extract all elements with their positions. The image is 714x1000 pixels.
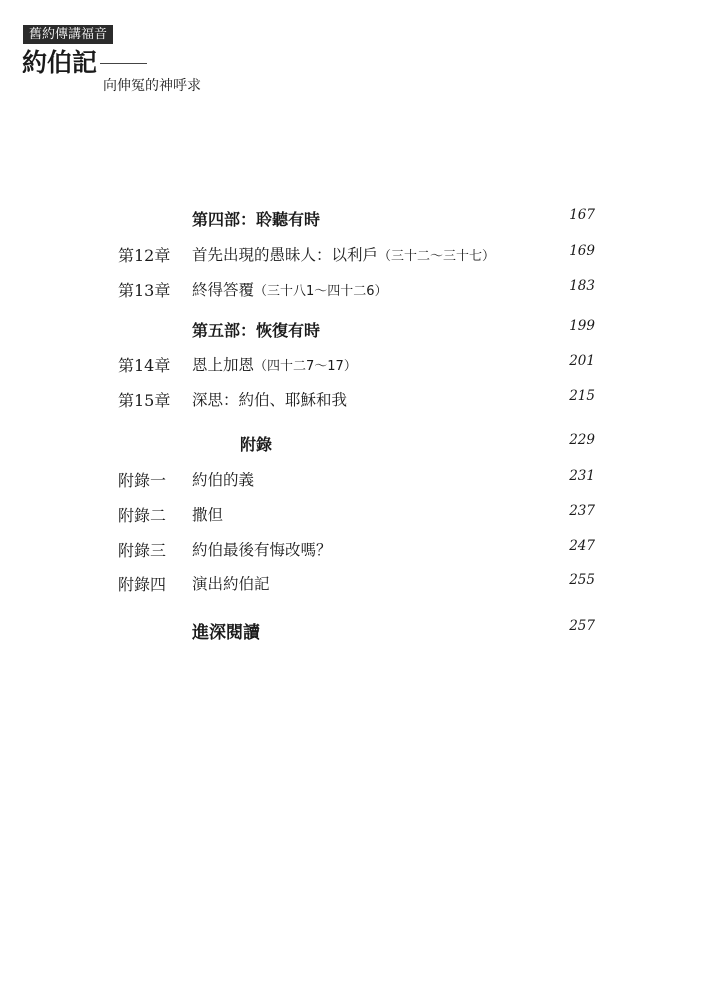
toc-appendix-label: 附錄四 bbox=[118, 575, 167, 594]
toc-appendix-title: 附錄 bbox=[240, 435, 273, 454]
toc-page-number: 257 bbox=[569, 618, 595, 634]
toc-page-number: 255 bbox=[569, 572, 595, 588]
toc-scripture-ref: （三十二～三十七） bbox=[378, 249, 496, 264]
toc-appendix-entry: 約伯的義 bbox=[192, 471, 255, 489]
toc-page-number: 231 bbox=[569, 468, 595, 484]
toc-part-title: 第五部：恢復有時 bbox=[192, 321, 321, 340]
toc-chapter-label: 第14章 bbox=[118, 356, 171, 375]
toc-page-number: 237 bbox=[569, 503, 595, 519]
toc-page-number: 247 bbox=[569, 538, 595, 554]
toc-page-number: 167 bbox=[569, 207, 595, 223]
toc-part-title: 第四部：聆聽有時 bbox=[192, 210, 321, 229]
toc-page-number: 183 bbox=[569, 278, 595, 294]
toc-appendix-entry: 演出約伯記 bbox=[192, 575, 270, 593]
toc-appendix-label: 附錄三 bbox=[118, 541, 167, 560]
toc-scripture-ref: （三十八1～四十二6） bbox=[254, 284, 388, 299]
book-title: 約伯記 bbox=[22, 48, 98, 77]
toc-appendix-entry: 撒但 bbox=[192, 506, 224, 524]
toc-title-text: 終得答覆 bbox=[192, 281, 255, 299]
toc-appendix-label: 附錄二 bbox=[118, 506, 167, 525]
toc-page-number: 215 bbox=[569, 388, 595, 404]
toc-title-text: 首先出現的愚昧人：以利戶 bbox=[192, 246, 379, 264]
toc-title-text: 恩上加恩 bbox=[192, 356, 255, 374]
toc-appendix-label: 附錄一 bbox=[118, 471, 167, 490]
toc-page-number: 201 bbox=[569, 353, 595, 369]
toc-chapter-label: 第12章 bbox=[118, 246, 171, 265]
toc-chapter-title bbox=[192, 353, 357, 375]
toc-chapter-title bbox=[192, 243, 495, 265]
toc-chapter-label: 第13章 bbox=[118, 281, 171, 300]
toc-reading-title: 進深閱讀 bbox=[192, 623, 260, 643]
toc-scripture-ref: （四十二7～17） bbox=[254, 359, 357, 374]
toc-chapter-title bbox=[192, 278, 388, 300]
title-rule bbox=[100, 63, 147, 64]
toc-chapter-title: 深思：約伯、耶穌和我 bbox=[192, 391, 348, 409]
toc-page-number: 229 bbox=[569, 432, 595, 448]
book-subtitle: 向伸冤的神呼求 bbox=[103, 78, 201, 94]
toc-appendix-entry: 約伯最後有悔改嗎？ bbox=[192, 541, 332, 559]
toc-chapter-label: 第15章 bbox=[118, 391, 171, 410]
series-badge: 舊約傳講福音 bbox=[23, 25, 113, 44]
toc-page-number: 199 bbox=[569, 318, 595, 334]
toc-page-number: 169 bbox=[569, 243, 595, 259]
